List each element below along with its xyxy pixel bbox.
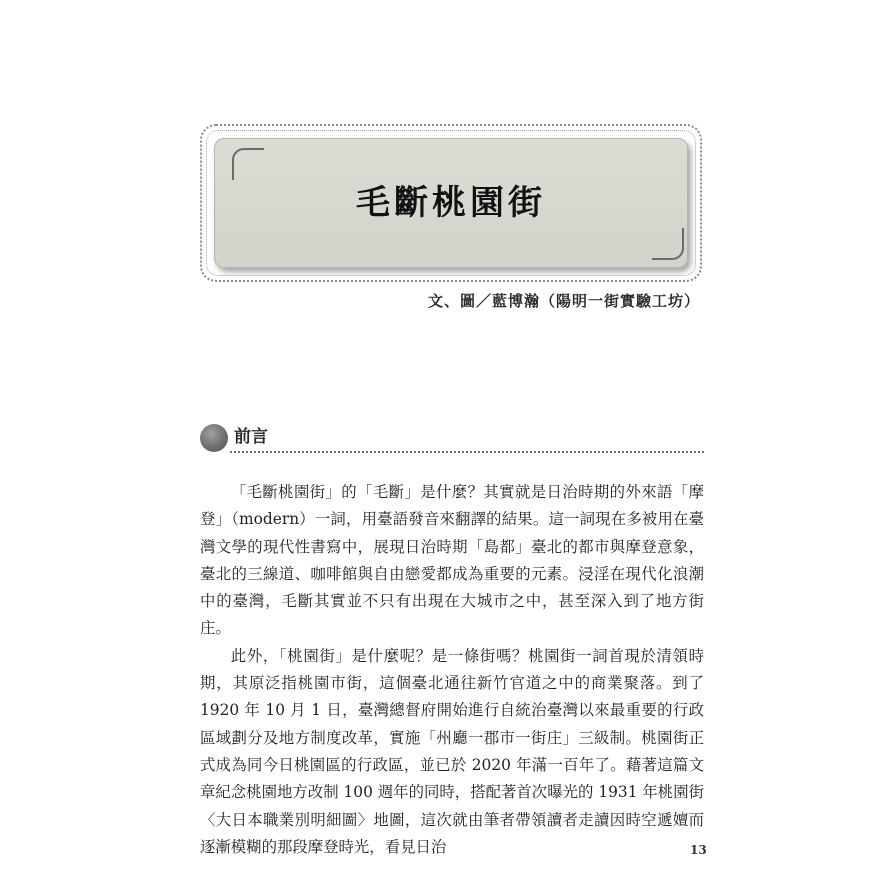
article-body [200, 479, 704, 861]
section-divider [230, 451, 704, 453]
paragraph: 此外，「桃園街」是什麼呢？是一條街嗎？桃園街一詞首現於清領時期，其原泛指桃園市街，這個臺北通往新竹官道之中的商業聚落。到了 1920 年 10 月 1 日，臺灣總督府開始進行自統治臺灣以來最重要的行政區域劃分及地方制度改革，實施「州廳一郡市一街庄」三級制。桃園街正式成為同今日桃園區的行政區，並已於 2020 年滿一百年了。藉著這篇文章紀念桃園地方改制 100 週年的同時，搭配著首次曝光的 1931 年桃園街〈大日本職業別明細圖〉地圖，這次就由筆者帶領讀者走讀因時空遞嬗而逐漸模糊的那段摩登時光，看見日治 [200, 646, 704, 856]
section-heading [200, 422, 704, 456]
bullet-circle-icon [200, 424, 228, 452]
page-title: 毛斷桃園街 [356, 183, 546, 223]
section-title: 前言 [234, 427, 268, 447]
title-corner-top-left [232, 148, 264, 180]
page-number: 13 [690, 843, 707, 857]
title-corner-bottom-right [652, 228, 684, 260]
author-credit: 文、圖／藍博瀚（陽明一街實驗工坊） [427, 292, 700, 310]
paragraph: 「毛斷桃園街」的「毛斷」是什麼？其實就是日治時期的外來語「摩登」（modern）一詞，用臺語發音來翻譯的結果。這一詞現在多被用在臺灣文學的現代性書寫中，展現日治時期「島都」臺北的都市與摩登意象，臺北的三線道、咖啡館與自由戀愛都成為重要的元素。浸淫在現代化浪潮中的臺灣，毛斷其實並不只有出現在大城市之中，甚至深入到了地方街庄。 [200, 483, 704, 638]
